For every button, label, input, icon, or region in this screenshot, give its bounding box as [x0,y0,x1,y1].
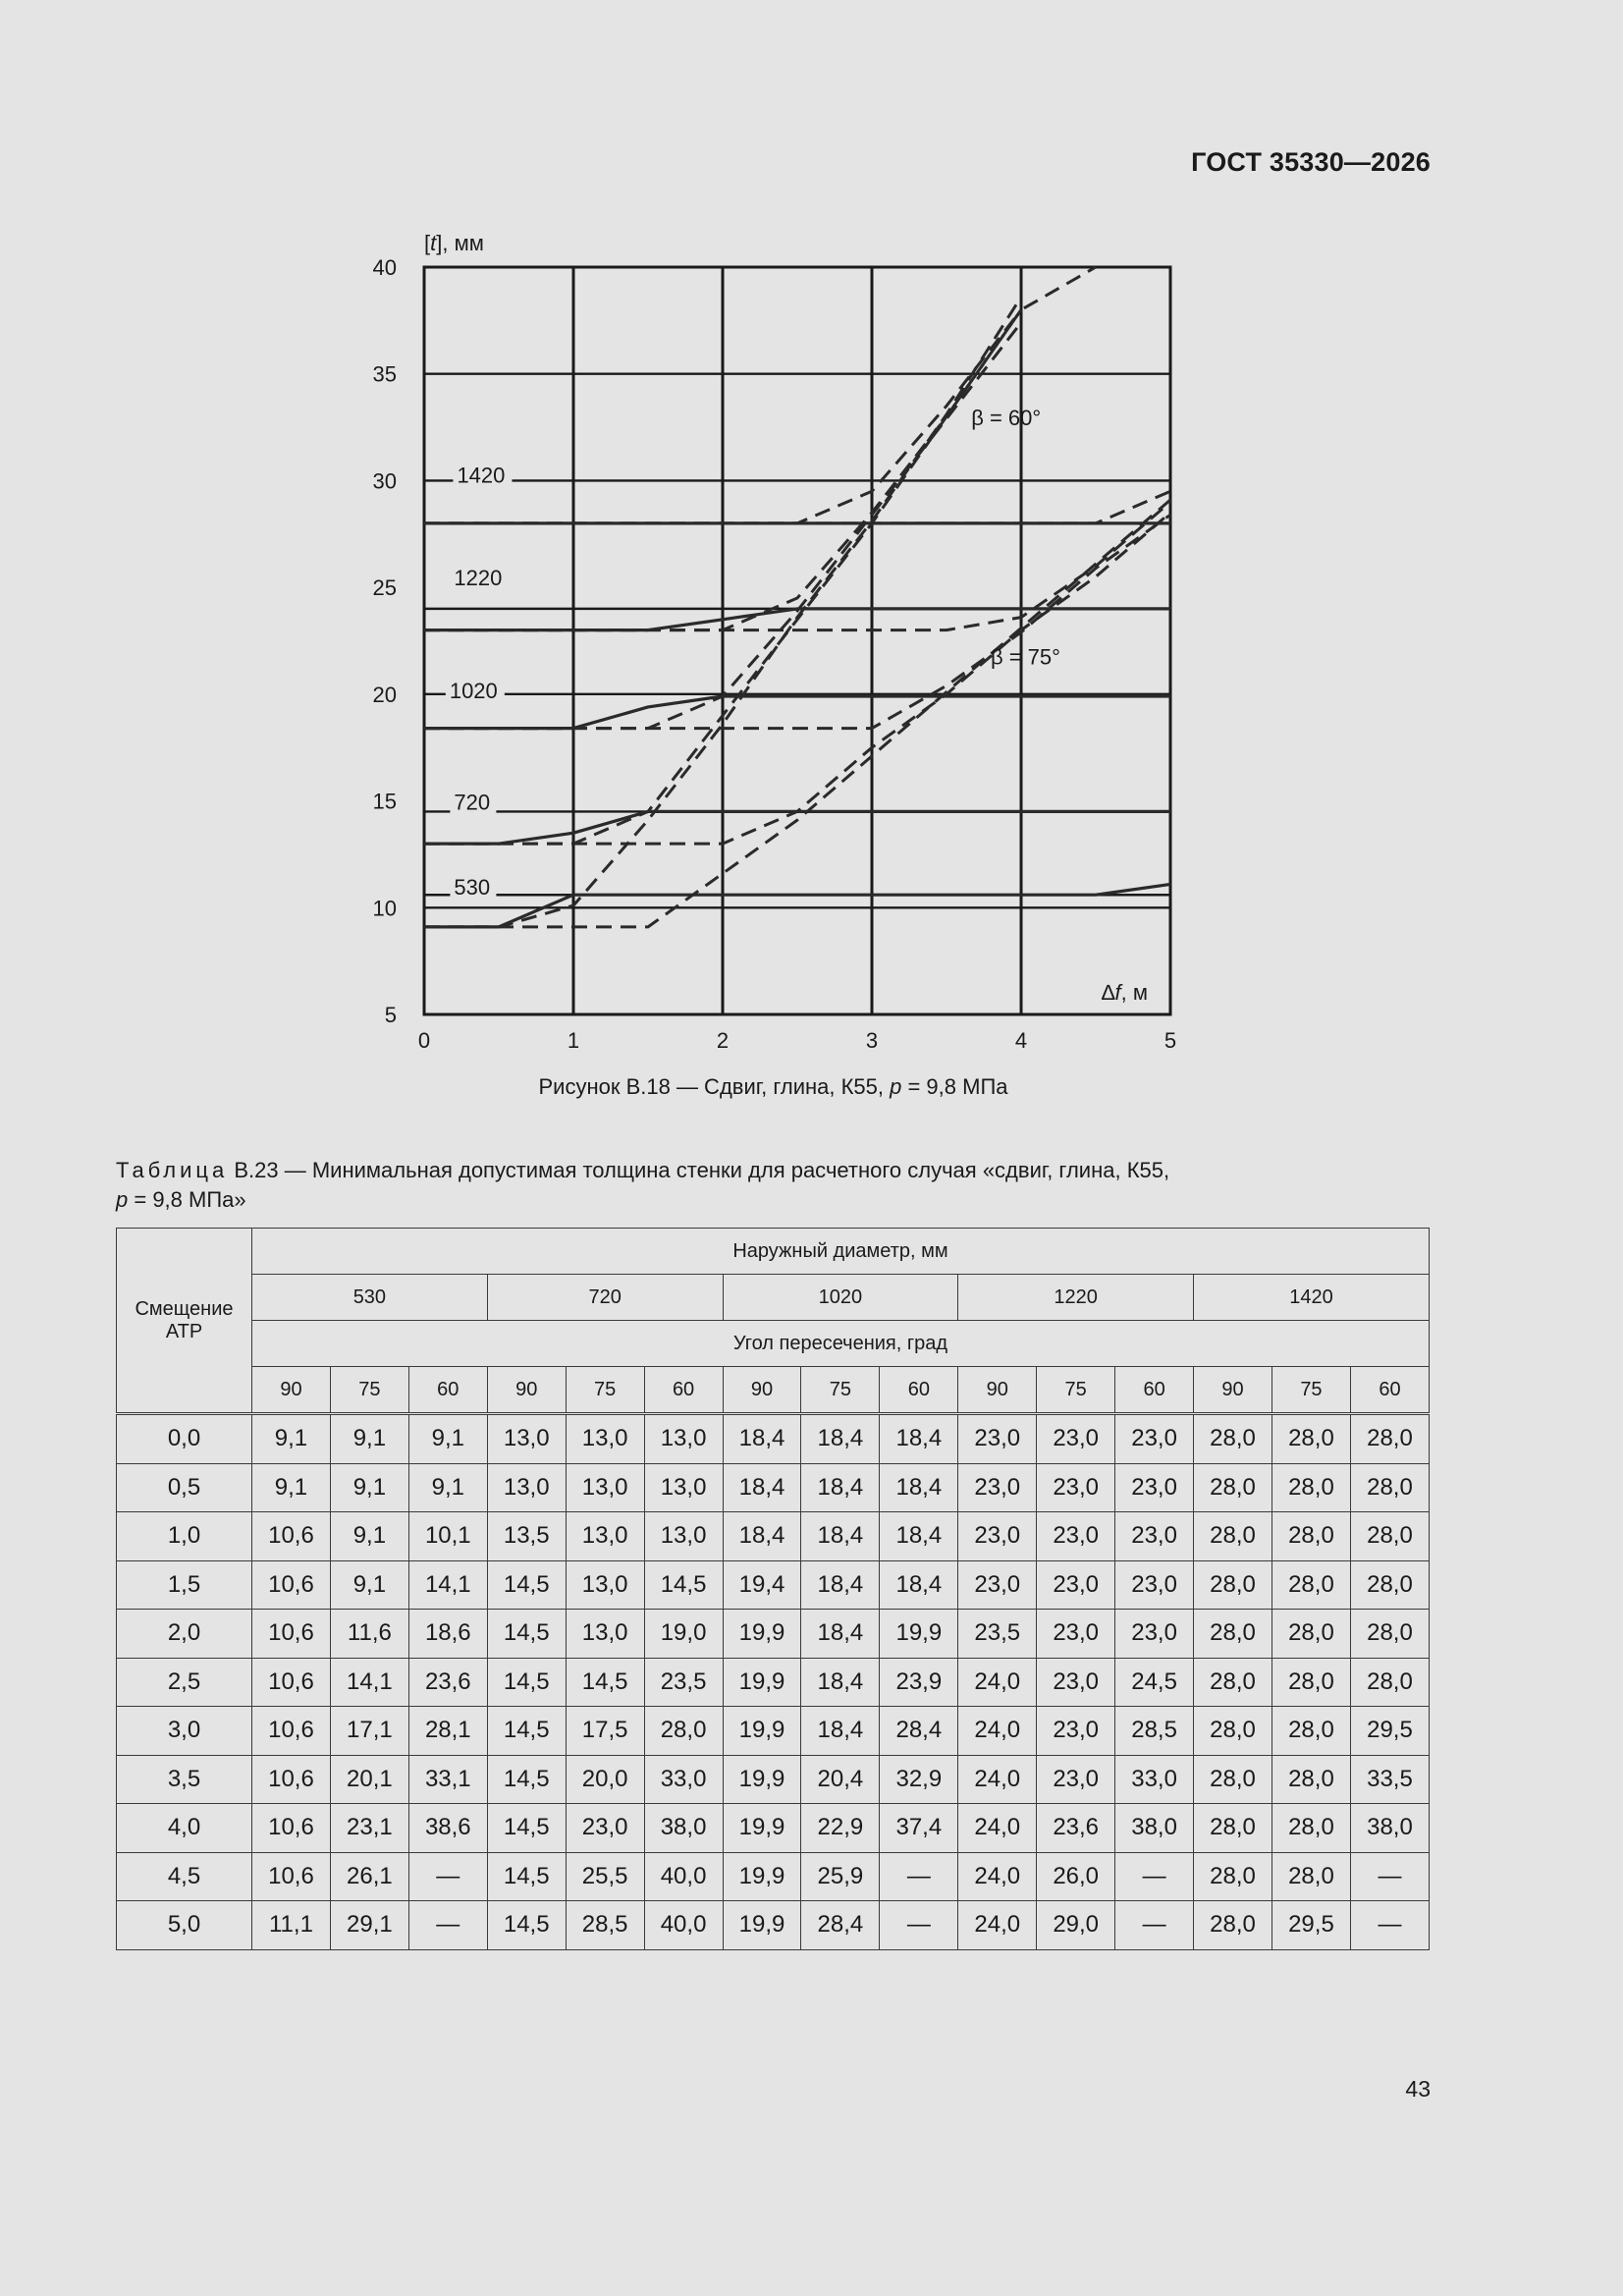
thickness-cell: 14,5 [487,1755,566,1804]
y-tick-label: 30 [372,468,397,494]
thickness-cell: 28,0 [1194,1852,1272,1901]
thickness-cell: 23,0 [1037,1414,1115,1464]
thickness-cell: 29,0 [1037,1901,1115,1950]
series-label: 1220 [454,565,503,590]
angle-value-header: 75 [1271,1367,1350,1414]
thickness-cell: 28,5 [1115,1707,1194,1756]
x-tick-label: 0 [417,1028,431,1053]
thickness-cell: 40,0 [644,1901,723,1950]
thickness-cell: 23,0 [958,1512,1037,1561]
thickness-cell: 23,0 [1115,1610,1194,1659]
thickness-cell: 38,6 [408,1804,487,1853]
thickness-cell: 29,1 [330,1901,408,1950]
thickness-cell: 18,4 [801,1610,880,1659]
thickness-cell: 9,1 [408,1414,487,1464]
thickness-cell: 37,4 [880,1804,958,1853]
thickness-cell: 10,6 [252,1610,331,1659]
table-row [117,1610,1430,1659]
thickness-cell: 19,9 [723,1707,801,1756]
thickness-cell: 28,0 [1194,1512,1272,1561]
thickness-cell: 26,1 [330,1852,408,1901]
data-table [116,1228,1430,1950]
thickness-cell: 32,9 [880,1755,958,1804]
thickness-cell: 28,0 [644,1707,723,1756]
thickness-cell: 13,5 [487,1512,566,1561]
thickness-cell: 28,0 [1271,1804,1350,1853]
thickness-cell: 9,1 [330,1512,408,1561]
table-row [117,1658,1430,1707]
thickness-cell: 28,0 [1350,1560,1429,1610]
thickness-cell: 19,9 [723,1755,801,1804]
thickness-cell: 14,5 [487,1658,566,1707]
table-title: Таблица В.23 — Минимальная допустимая толщина стенки для расчетного случая «сдвиг, глина, К55, p = 9,8 МПа» [116,1158,1170,1212]
angle-header: Угол пересечения, град [252,1321,1430,1367]
thickness-cell: 18,4 [723,1414,801,1464]
thickness-cell: 28,0 [1350,1658,1429,1707]
series-label: 1020 [449,679,498,704]
thickness-cell: 28,0 [1271,1512,1350,1561]
thickness-cell: 14,5 [487,1610,566,1659]
thickness-cell: 23,0 [1115,1512,1194,1561]
thickness-cell: 28,0 [1194,1658,1272,1707]
thickness-cell: 38,0 [1350,1804,1429,1853]
thickness-cell: 28,0 [1194,1804,1272,1853]
thickness-cell: — [880,1852,958,1901]
offset-cell: 1,0 [117,1512,252,1561]
thickness-cell: 25,5 [566,1852,644,1901]
thickness-cell: 40,0 [644,1852,723,1901]
thickness-cell: 10,6 [252,1658,331,1707]
table-row [117,1414,1430,1464]
thickness-cell: 25,9 [801,1852,880,1901]
thickness-cell: 33,0 [1115,1755,1194,1804]
thickness-cell: 23,0 [958,1560,1037,1610]
thickness-cell: 17,5 [566,1707,644,1756]
thickness-cell: 28,1 [408,1707,487,1756]
thickness-cell: 23,6 [408,1658,487,1707]
document-code: ГОСТ 35330—2026 [1191,147,1431,177]
thickness-cell: 23,0 [1115,1560,1194,1610]
thickness-cell: 14,5 [487,1560,566,1610]
thickness-cell: 19,9 [880,1610,958,1659]
thickness-cell: — [1115,1852,1194,1901]
thickness-cell: 9,1 [330,1463,408,1512]
thickness-cell: 28,0 [1271,1755,1350,1804]
series-label: 1420 [457,463,506,488]
thickness-cell: 13,0 [566,1463,644,1512]
chart-svg [353,221,1198,1075]
thickness-cell: 28,0 [1271,1560,1350,1610]
thickness-cell: 14,5 [566,1658,644,1707]
angle-value-header: 90 [487,1367,566,1414]
y-tick-label: 10 [372,896,397,921]
figure-caption: Рисунок В.18 — Сдвиг, глина, К55, p = 9,8 МПа [538,1074,1008,1099]
thickness-cell: 19,4 [723,1560,801,1610]
thickness-cell: — [1350,1852,1429,1901]
thickness-cell: 23,9 [880,1658,958,1707]
thickness-cell: 18,4 [723,1512,801,1561]
thickness-cell: 20,1 [330,1755,408,1804]
thickness-cell: 20,0 [566,1755,644,1804]
offset-cell: 5,0 [117,1901,252,1950]
x-tick-label: 3 [865,1028,879,1053]
thickness-cell: 18,4 [801,1560,880,1610]
series-label: 720 [454,790,491,815]
thickness-cell: 18,4 [801,1707,880,1756]
thickness-cell: 28,0 [1194,1707,1272,1756]
thickness-cell: 10,6 [252,1852,331,1901]
thickness-cell: 23,5 [958,1610,1037,1659]
thickness-cell: 19,9 [723,1852,801,1901]
thickness-cell: 28,0 [1271,1658,1350,1707]
thickness-cell: 24,0 [958,1901,1037,1950]
thickness-cell: 28,0 [1350,1463,1429,1512]
thickness-cell: 28,0 [1350,1512,1429,1561]
angle-value-header: 90 [252,1367,331,1414]
thickness-cell: 10,6 [252,1512,331,1561]
thickness-cell: 14,5 [644,1560,723,1610]
thickness-cell: 28,5 [566,1901,644,1950]
thickness-cell: 23,0 [1037,1560,1115,1610]
offset-cell: 1,5 [117,1560,252,1610]
diameter-header: 530 [252,1275,488,1321]
thickness-cell: 33,1 [408,1755,487,1804]
thickness-cell: 13,0 [566,1610,644,1659]
thickness-cell: 18,4 [801,1512,880,1561]
thickness-cell: 24,0 [958,1852,1037,1901]
thickness-cell: 14,1 [408,1560,487,1610]
thickness-cell: 26,0 [1037,1852,1115,1901]
offset-cell: 4,5 [117,1852,252,1901]
thickness-cell: 33,5 [1350,1755,1429,1804]
offset-cell: 0,0 [117,1414,252,1464]
angle-value-header: 90 [1194,1367,1272,1414]
series-line-dashed [424,491,1170,523]
thickness-cell: 23,0 [1037,1512,1115,1561]
table-row [117,1852,1430,1901]
thickness-cell: 28,0 [1271,1414,1350,1464]
thickness-cell: 19,9 [723,1901,801,1950]
page-number: 43 [1405,2076,1431,2102]
angle-value-header: 60 [880,1367,958,1414]
table-row [117,1707,1430,1756]
series-line-dashed [424,267,1096,844]
thickness-cell: 10,6 [252,1707,331,1756]
offset-cell: 3,5 [117,1755,252,1804]
thickness-cell: 18,4 [880,1414,958,1464]
thickness-cell: 9,1 [252,1463,331,1512]
y-tick-label: 25 [372,575,397,601]
thickness-cell: 24,0 [958,1755,1037,1804]
thickness-cell: 23,0 [1037,1658,1115,1707]
x-axis-label: ∆f, м [1102,980,1148,1005]
thickness-cell: 33,0 [644,1755,723,1804]
thickness-cell: 18,4 [801,1414,880,1464]
thickness-cell: 18,6 [408,1610,487,1659]
thickness-cell: 20,4 [801,1755,880,1804]
offset-cell: 2,0 [117,1610,252,1659]
thickness-cell: 10,6 [252,1755,331,1804]
thickness-cell: 23,0 [1037,1463,1115,1512]
angle-value-header: 90 [723,1367,801,1414]
thickness-cell: 23,6 [1037,1804,1115,1853]
thickness-cell: 18,4 [801,1658,880,1707]
angle-value-header: 60 [408,1367,487,1414]
angle-value-header: 60 [1350,1367,1429,1414]
thickness-cell: 18,4 [723,1463,801,1512]
thickness-cell: 10,6 [252,1560,331,1610]
angle-value-header: 60 [1115,1367,1194,1414]
offset-cell: 2,5 [117,1658,252,1707]
y-axis-label: [t], мм [424,231,484,255]
thickness-cell: 13,0 [487,1414,566,1464]
thickness-cell: 28,0 [1194,1414,1272,1464]
thickness-cell: 13,0 [566,1560,644,1610]
thickness-cell: 28,4 [880,1707,958,1756]
thickness-cell: 38,0 [1115,1804,1194,1853]
thickness-cell: 14,5 [487,1707,566,1756]
x-tick-label: 2 [716,1028,730,1053]
thickness-cell: 18,4 [880,1512,958,1561]
table-row [117,1560,1430,1610]
thickness-cell: 9,1 [408,1463,487,1512]
angle-value-header: 60 [644,1367,723,1414]
thickness-cell: 29,5 [1350,1707,1429,1756]
thickness-cell: — [1350,1901,1429,1950]
series-line-dashed [424,500,1170,927]
table-row [117,1512,1430,1561]
thickness-cell: 19,0 [644,1610,723,1659]
thickness-cell: 9,1 [252,1414,331,1464]
thickness-cell: 13,0 [644,1463,723,1512]
beta-annotation: β = 60° [971,405,1042,430]
thickness-cell: 23,0 [1115,1414,1194,1464]
thickness-cell: 28,0 [1271,1610,1350,1659]
thickness-cell: 23,5 [644,1658,723,1707]
table-row [117,1901,1430,1950]
y-tick-label: 20 [372,682,397,707]
thickness-cell: 18,4 [880,1560,958,1610]
series-line-solid [424,696,1170,729]
thickness-cell: 9,1 [330,1560,408,1610]
series-line-dashed [424,513,1170,844]
thickness-cell: 13,0 [566,1414,644,1464]
thickness-cell: 14,5 [487,1852,566,1901]
thickness-cell: 14,1 [330,1658,408,1707]
thickness-cell: 18,4 [801,1463,880,1512]
x-tick-label: 1 [567,1028,580,1053]
thickness-cell: 24,5 [1115,1658,1194,1707]
thickness-cell: — [408,1852,487,1901]
thickness-cell: 28,0 [1350,1414,1429,1464]
diameter-header: 1220 [958,1275,1194,1321]
thickness-cell: 23,0 [1037,1707,1115,1756]
thickness-cell: 28,0 [1350,1610,1429,1659]
y-tick-label: 15 [372,789,397,814]
series-line-solid [424,884,1170,927]
row-header-cell: Смещение АТР [117,1229,252,1414]
thickness-cell: 38,0 [644,1804,723,1853]
thickness-cell: 19,9 [723,1610,801,1659]
x-tick-label: 4 [1014,1028,1028,1053]
thickness-cell: 28,4 [801,1901,880,1950]
thickness-cell: 23,0 [1037,1610,1115,1659]
thickness-cell: 17,1 [330,1707,408,1756]
thickness-cell: 13,0 [487,1463,566,1512]
angle-value-header: 75 [330,1367,408,1414]
angle-value-header: 75 [801,1367,880,1414]
thickness-cell: — [880,1901,958,1950]
diameter-header: 720 [487,1275,723,1321]
thickness-cell: 18,4 [880,1463,958,1512]
thickness-cell: 9,1 [330,1414,408,1464]
table-row [117,1804,1430,1853]
thickness-cell: — [1115,1901,1194,1950]
thickness-cell: 13,0 [566,1512,644,1561]
thickness-cell: 23,1 [330,1804,408,1853]
table-row [117,1463,1430,1512]
thickness-cell: 28,0 [1271,1852,1350,1901]
thickness-cell: 28,0 [1194,1560,1272,1610]
thickness-cell: 14,5 [487,1804,566,1853]
thickness-cell: — [408,1901,487,1950]
series-line-solid [424,811,1170,844]
thickness-cell: 23,0 [1115,1463,1194,1512]
offset-cell: 3,0 [117,1707,252,1756]
plot-frame [424,267,1170,1014]
thickness-cell: 13,0 [644,1414,723,1464]
thickness-cell: 10,1 [408,1512,487,1561]
thickness-cell: 13,0 [644,1512,723,1561]
outer-diameter-header: Наружный диаметр, мм [252,1229,1430,1275]
angle-value-header: 90 [958,1367,1037,1414]
beta-annotation: β = 75° [990,644,1060,670]
thickness-cell: 23,0 [958,1414,1037,1464]
x-tick-label: 5 [1163,1028,1177,1053]
thickness-cell: 28,0 [1194,1901,1272,1950]
thickness-cell: 24,0 [958,1707,1037,1756]
y-tick-label: 35 [372,361,397,387]
thickness-cell: 19,9 [723,1658,801,1707]
diameter-header: 1420 [1194,1275,1430,1321]
thickness-cell: 11,1 [252,1901,331,1950]
angle-value-header: 75 [566,1367,644,1414]
thickness-cell: 28,0 [1194,1755,1272,1804]
y-tick-label: 5 [384,1003,397,1027]
table-row [117,1755,1430,1804]
thickness-cell: 28,0 [1194,1610,1272,1659]
thickness-cell: 22,9 [801,1804,880,1853]
offset-cell: 4,0 [117,1804,252,1853]
series-label: 530 [454,875,491,901]
thickness-cell: 28,0 [1271,1707,1350,1756]
thickness-cell: 11,6 [330,1610,408,1659]
thickness-cell: 24,0 [958,1658,1037,1707]
thickness-cell: 23,0 [1037,1755,1115,1804]
thickness-cell: 29,5 [1271,1901,1350,1950]
thickness-cell: 28,0 [1271,1463,1350,1512]
thickness-cell: 19,9 [723,1804,801,1853]
angle-value-header: 75 [1037,1367,1115,1414]
diameter-header: 1020 [723,1275,958,1321]
offset-cell: 0,5 [117,1463,252,1512]
figure-chart [353,221,1198,1075]
y-tick-label: 40 [372,255,397,280]
thickness-cell: 23,0 [958,1463,1037,1512]
thickness-cell: 24,0 [958,1804,1037,1853]
thickness-cell: 14,5 [487,1901,566,1950]
thickness-cell: 23,0 [566,1804,644,1853]
thickness-cell: 28,0 [1194,1463,1272,1512]
thickness-cell: 10,6 [252,1804,331,1853]
